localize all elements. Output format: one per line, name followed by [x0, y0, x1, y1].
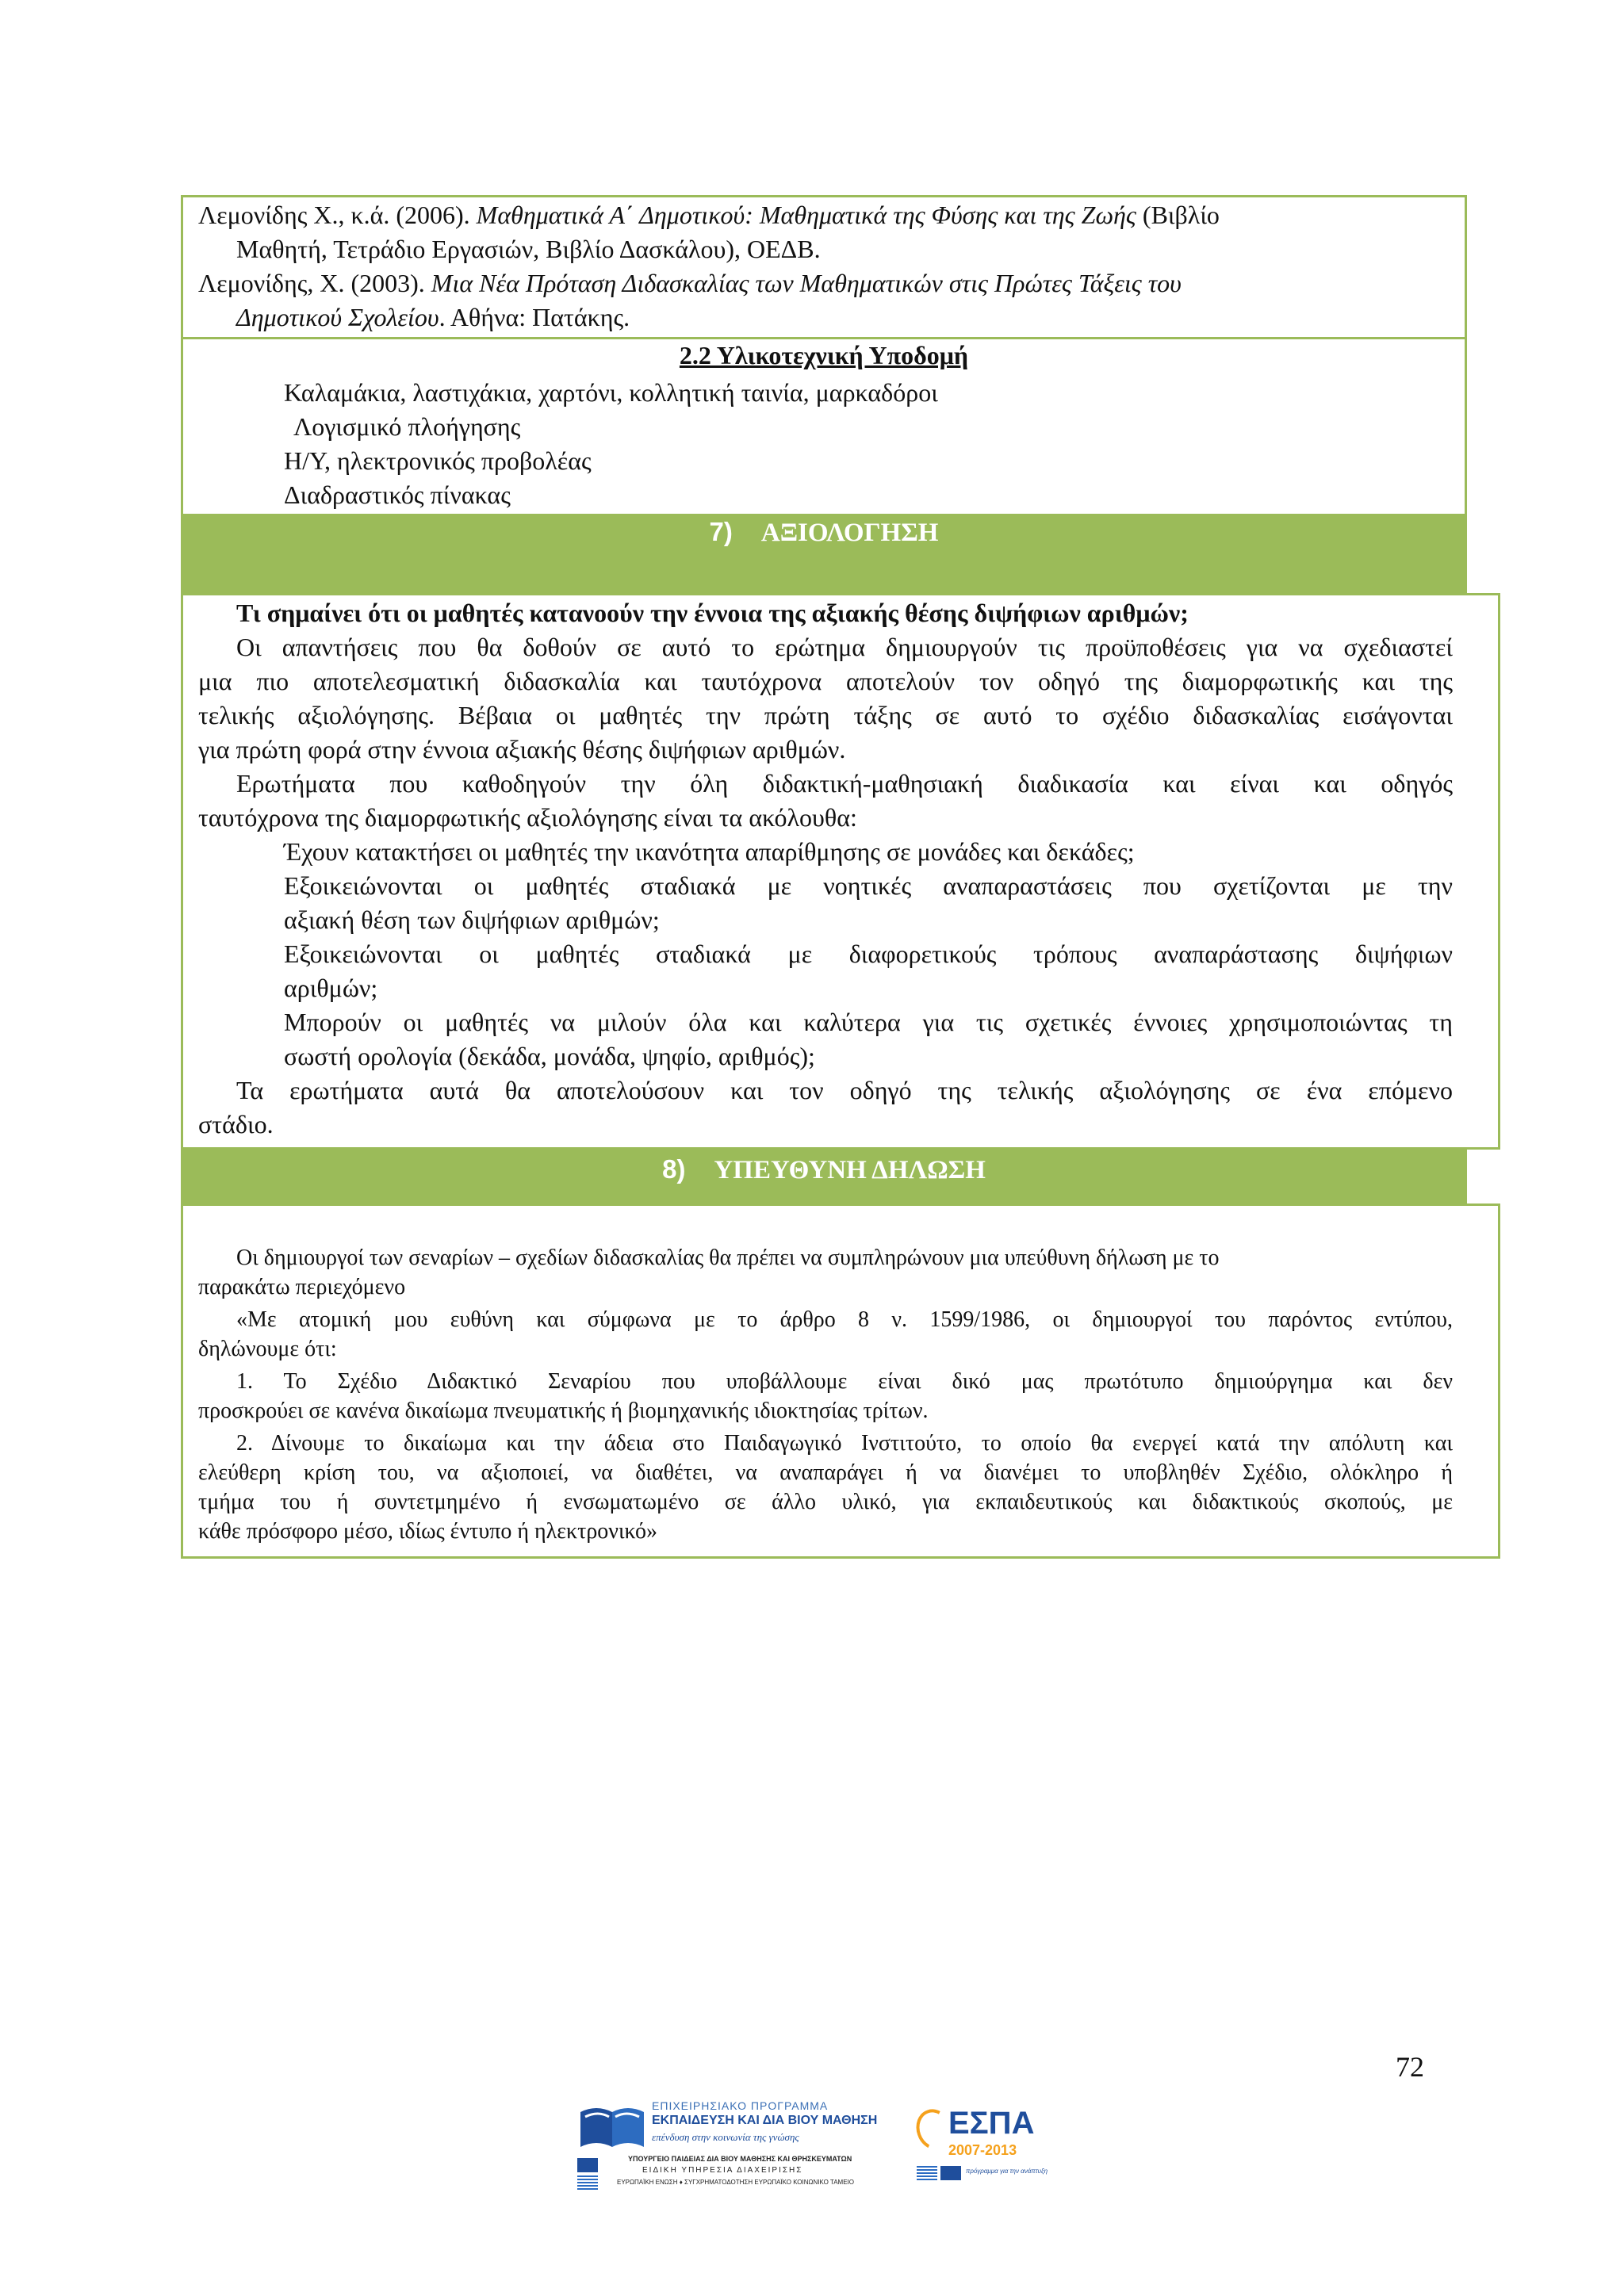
evaluation-bullet-cont: αξιακή θέση των διψήφιων αριθμών; [284, 905, 660, 934]
evaluation-paragraph-line: ταυτόχρονα της διαμορφωτικής αξιολόγησης είναι τα ακόλουθα: [198, 803, 857, 832]
declaration-line: δηλώνουμε ότι: [198, 1337, 337, 1361]
declaration-line: κάθε πρόσφορο μέσο, ιδίως έντυπο ή ηλεκτρονικό» [198, 1519, 657, 1544]
espa-title: ΕΣΠΑ [948, 2106, 1035, 2141]
section-8-header [181, 1150, 1467, 1203]
evaluation-paragraph-line: για πρώτη φορά στην έννοια αξιακής θέσης διψήφιων αριθμών. [198, 735, 846, 763]
evaluation-closing-line: στάδιο. [198, 1110, 274, 1138]
declaration-line: ελεύθερη κρίση του, να αξιοποιεί, να διαθέτει, να αναπαράγει ή να διανέμει το υποβληθέν Σχέδιο, ολόκληρο ή [198, 1460, 1453, 1485]
eu-flag-icon [940, 2166, 961, 2180]
evaluation-paragraph-line: τελικής αξιολόγησης. Βέβαια οι μαθητές την πρώτη τάξης σε αυτό το σχέδιο διδασκαλίας εισάγονται [198, 701, 1453, 729]
greek-flag-icon [577, 2175, 598, 2190]
logo1-line1: ΕΠΙΧΕΙΡΗΣΙΑΚΟ ΠΡΟΓΡΑΜΜΑ [652, 2099, 829, 2112]
evaluation-bullet: Μπορούν οι μαθητές να μιλούν όλα και καλύτερα για τις σχετικές έννοιες χρησιμοποιώντας τη [284, 1008, 1453, 1036]
section-7-number: 7) [709, 517, 733, 546]
page-number: 72 [1396, 2051, 1424, 2083]
espa-tagline: πρόγραμμα για την ανάπτυξη [966, 2168, 1048, 2175]
evaluation-bullet: Εξοικειώνονται οι μαθητές σταδιακά με νοητικές αναπαραστάσεις που σχετίζονται με την [284, 871, 1453, 900]
logo1-line2: ΕΚΠΑΙΔΕΥΣΗ ΚΑΙ ΔΙΑ ΒΙΟΥ ΜΑΘΗΣΗ [652, 2114, 878, 2127]
reference-2-line-1: Λεμονίδης, Χ. (2003). Μια Νέα Πρόταση Διδασκαλίας των Μαθηματικών στις Πρώτες Τάξεις του [198, 269, 1182, 297]
espa-logo [917, 2106, 1047, 2185]
evaluation-bullet: Εξοικειώνονται οι μαθητές σταδιακά με διαφορετικούς τρόπους αναπαράστασης διψήφιων [284, 939, 1453, 968]
reference-2-line-2: Δημοτικού Σχολείου. Αθήνα: Πατάκης. [236, 303, 630, 331]
evaluation-bullet-cont: σωστή ορολογία (δεκάδα, μονάδα, ψηφίο, αριθμός); [284, 1042, 815, 1070]
declaration-line: 2. Δίνουμε το δικαίωμα και την άδεια στο Παιδαγωγικό Ινστιτούτο, το οποίο θα ενεργεί κατά την απόλυτη και [236, 1431, 1453, 1456]
greek-flag-icon [917, 2166, 937, 2180]
espa-years: 2007-2013 [948, 2142, 1017, 2158]
declaration-line: τμήμα του ή συντετμημένο ή ενσωματωμένο σε άλλο υλικό, για εκπαιδευτικούς και διδακτικούς σκοπούς, με [198, 1490, 1453, 1514]
evaluation-closing-line: Τα ερωτήματα αυτά θα αποτελούσουν και τον οδηγό της τελικής αξιολόγησης σε ένα επόμενο [236, 1076, 1453, 1104]
logo1-line4: ΥΠΟΥΡΓΕΙΟ ΠΑΙΔΕΙΑΣ ΔΙΑ ΒΙΟΥ ΜΑΘΗΣΗΣ ΚΑΙ ΘΡΗΣΚΕΥΜΑΤΩΝ [628, 2155, 852, 2163]
declaration-line: παρακάτω περιεχόμενο [198, 1275, 406, 1299]
reference-1-line-2: Μαθητή, Τετράδιο Εργασιών, Βιβλίο Δασκάλου), ΟΕΔΒ. [236, 235, 821, 263]
declaration-line: Οι δημιουργοί των σεναρίων – σχεδίων διδασκαλίας θα πρέπει να συμπληρώνουν μια υπεύθυνη δήλωση με το [236, 1246, 1220, 1270]
reference-1-line-1: Λεμονίδης Χ., κ.ά. (2006). Μαθηματικά Α΄ Δημοτικού: Μαθηματικά της Φύσης και της Ζωής (Βιβλίο [198, 201, 1220, 229]
logo1-line3: επένδυση στην κοινωνία της γνώσης [652, 2131, 799, 2143]
section-7-title: ΑΞΙΟΛΟΓΗΣΗ [760, 519, 939, 547]
materials-item: Καλαμάκια, λαστιχάκια, χαρτόνι, κολλητική ταινία, μαρκαδόροι [284, 378, 938, 407]
declaration-line: προσκρούει σε κανένα δικαίωμα πνευματικής ή βιομηχανικής ιδιοκτησίας τρίτων. [198, 1399, 929, 1423]
declaration-line: «Με ατομική μου ευθύνη και σύμφωνα με το άρθρο 8 ν. 1599/1986, οι δημιουργοί του παρόντος εντύπου, [236, 1307, 1453, 1332]
section-7-header [181, 514, 1467, 593]
materials-item: Η/Υ, ηλεκτρονικός προβολέας [284, 446, 592, 475]
materials-heading: 2.2 Υλικοτεχνική Υποδομή [679, 341, 969, 369]
education-programme-logo [577, 2099, 878, 2191]
materials-item: Διαδραστικός πίνακας [284, 480, 511, 509]
declaration-line: 1. Το Σχέδιο Διδακτικό Σεναρίου που υποβάλλουμε είναι δικό μας πρωτότυπο δημιούργημα και δεν [236, 1369, 1453, 1394]
section-8-number: 8) [662, 1154, 686, 1184]
materials-item: Λογισμικό πλοήγησης [293, 412, 521, 441]
book-icon [577, 2099, 647, 2152]
evaluation-bullet-cont: αριθμών; [284, 974, 378, 1002]
logo1-line6: ΕΥΡΩΠΑΪΚΗ ΕΝΩΣΗ ♦ ΣΥΓΧΡΗΜΑΤΟΔΟΤΗΣΗ ΕΥΡΩΠΑΪΚΟ ΚΟΙΝΩΝΙΚΟ ΤΑΜΕΙΟ [617, 2179, 854, 2186]
evaluation-paragraph-line: Οι απαντήσεις που θα δοθούν σε αυτό το ερώτημα δημιουργούν τις προϋποθέσεις για να σχεδιαστεί [236, 633, 1453, 661]
logo1-line5: ΕΙΔΙΚΗ ΥΠΗΡΕΣΙΑ ΔΙΑΧΕΙΡΙΣΗΣ [642, 2166, 803, 2175]
evaluation-question: Τι σημαίνει ότι οι μαθητές κατανοούν την έννοια της αξιακής θέσης διψήφιων αριθμών; [236, 599, 1189, 627]
eu-flag-icon [577, 2158, 598, 2172]
section-8-title: ΥΠΕΥΘΥΝΗ ΔΗΛΩΣΗ [714, 1156, 986, 1184]
evaluation-bullet: Έχουν κατακτήσει οι μαθητές την ικανότητα απαρίθμησης σε μονάδες και δεκάδες; [284, 837, 1135, 866]
evaluation-paragraph-line: μια πιο αποτελεσματική διδασκαλία και ταυτόχρονα αποτελούν τον οδηγό της διαμορφωτικής και της [198, 667, 1453, 695]
divider [181, 337, 1467, 339]
evaluation-paragraph-line: Ερωτήματα που καθοδηγούν την όλη διδακτική-μαθησιακή διαδικασία και είναι και οδηγός [236, 769, 1453, 798]
